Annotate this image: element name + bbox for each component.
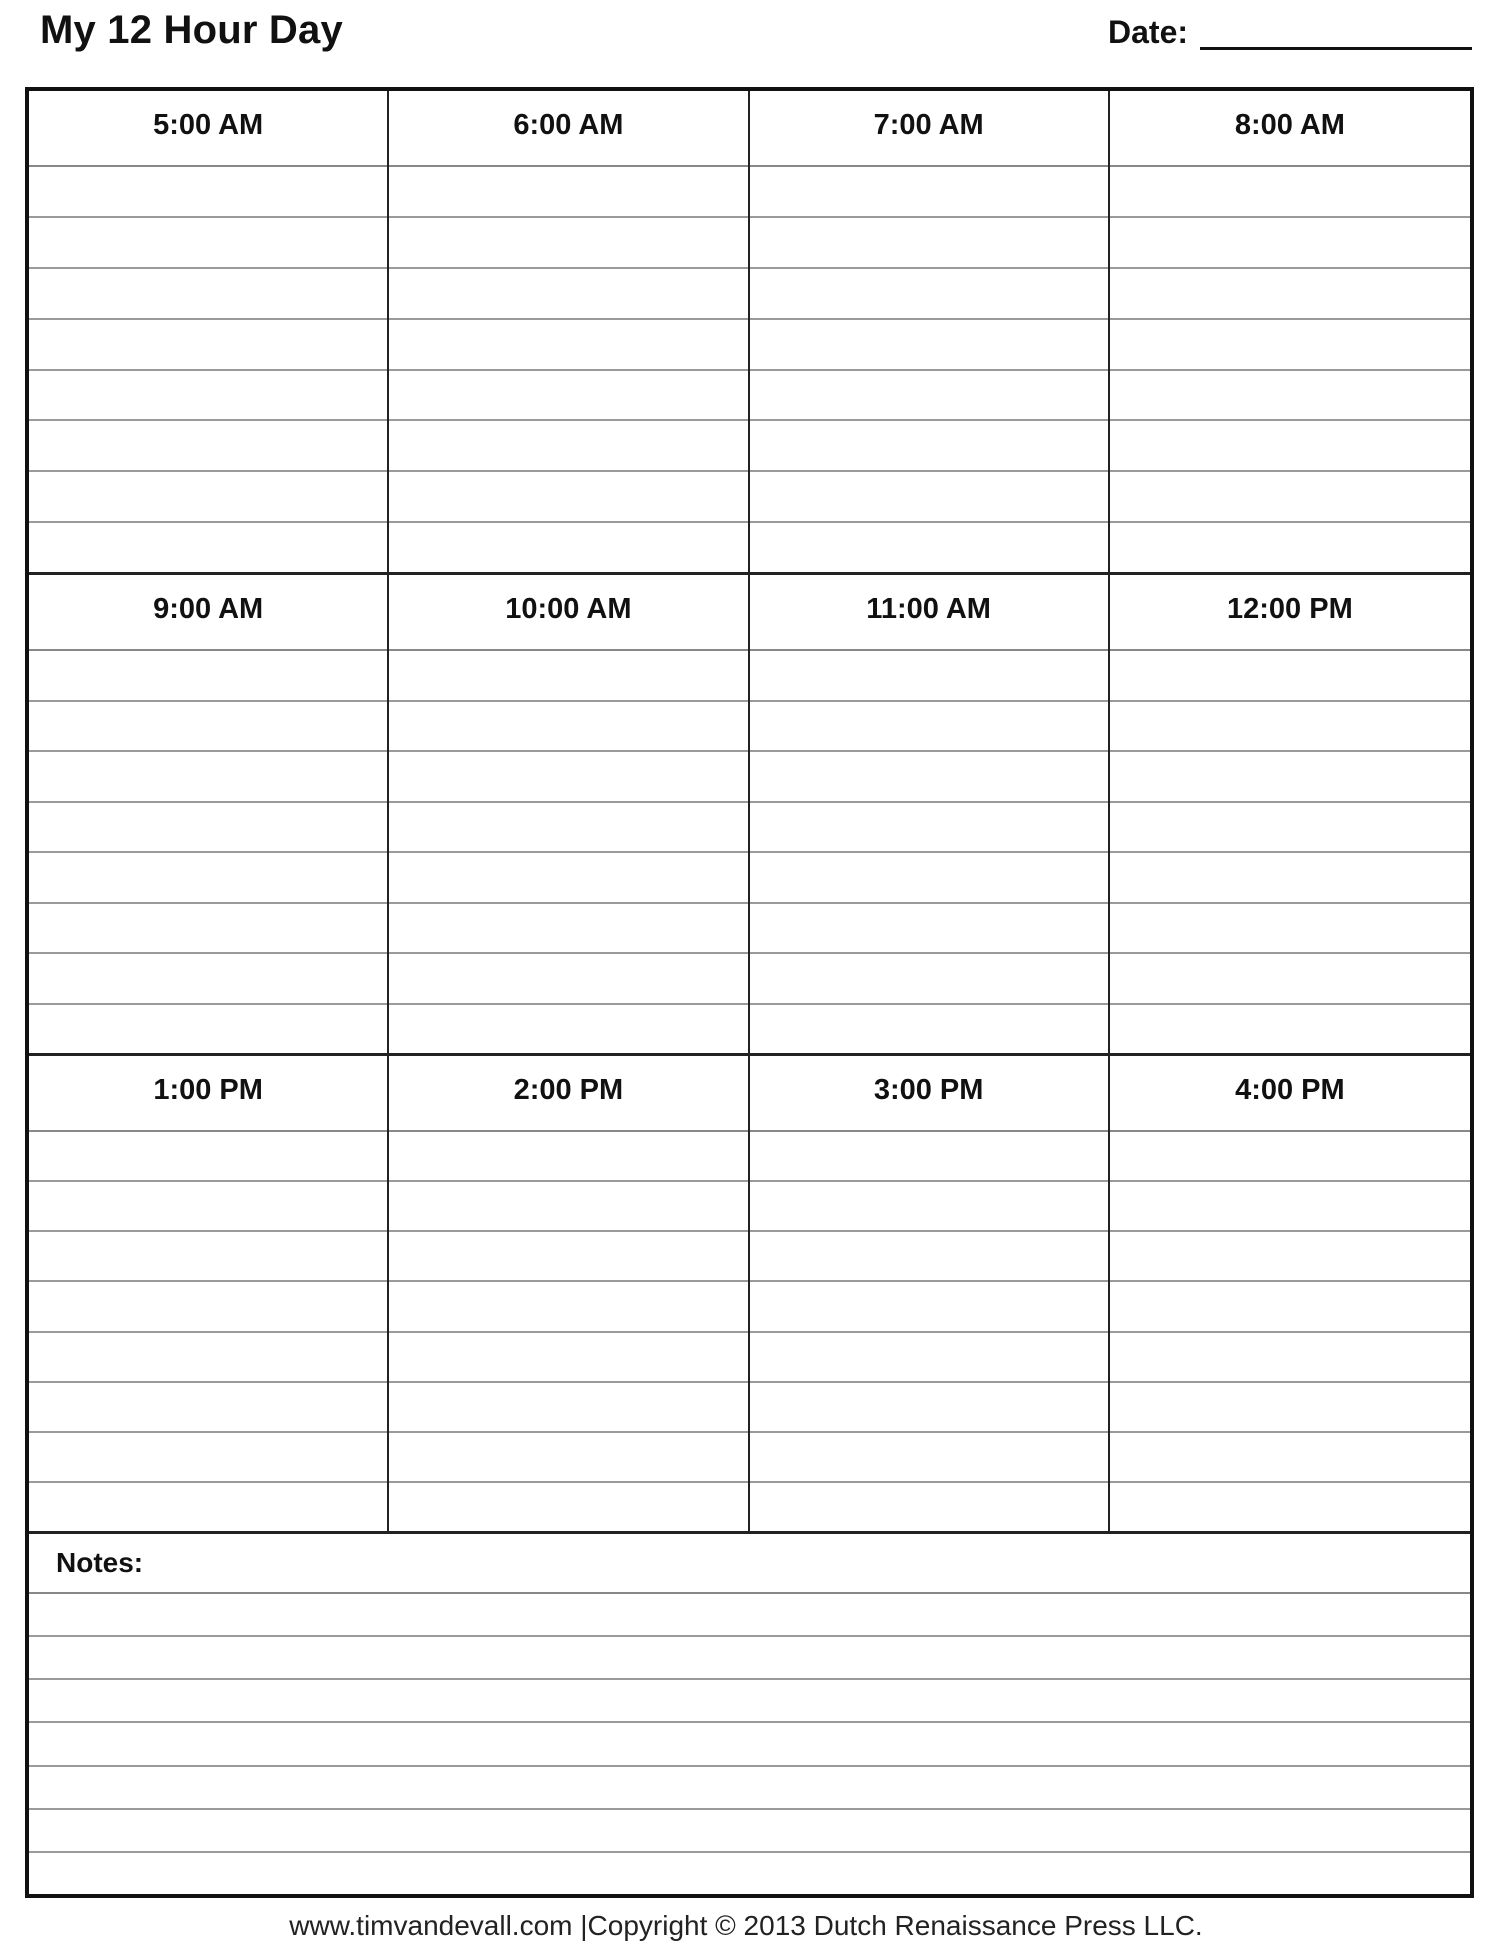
entry-line[interactable] bbox=[29, 702, 387, 753]
entry-line[interactable] bbox=[1110, 167, 1470, 218]
entry-line[interactable] bbox=[389, 803, 747, 854]
entry-line[interactable] bbox=[29, 853, 387, 904]
entry-line[interactable] bbox=[1110, 1132, 1470, 1182]
entry-line[interactable] bbox=[29, 421, 387, 472]
entry-line[interactable] bbox=[389, 523, 747, 572]
entry-line[interactable] bbox=[1110, 1282, 1470, 1332]
entry-line[interactable] bbox=[750, 1182, 1108, 1232]
hour-label: 12:00 PM bbox=[1110, 575, 1470, 651]
notes-line[interactable] bbox=[29, 1594, 1470, 1637]
entry-line[interactable] bbox=[750, 1282, 1108, 1332]
entry-line[interactable] bbox=[1110, 1483, 1470, 1531]
notes-line[interactable] bbox=[29, 1680, 1470, 1723]
entry-line[interactable] bbox=[1110, 752, 1470, 803]
planner-frame bbox=[25, 87, 1474, 1898]
entry-line[interactable] bbox=[1110, 803, 1470, 854]
entry-line[interactable] bbox=[29, 269, 387, 320]
entry-line[interactable] bbox=[1110, 702, 1470, 753]
entry-line[interactable] bbox=[389, 371, 747, 422]
entry-line[interactable] bbox=[29, 1383, 387, 1433]
entry-line[interactable] bbox=[29, 371, 387, 422]
notes-line[interactable] bbox=[29, 1723, 1470, 1766]
entry-line[interactable] bbox=[389, 752, 747, 803]
date-label: Date: bbox=[1108, 14, 1189, 50]
hour-block bbox=[389, 575, 749, 1056]
entry-line[interactable] bbox=[1110, 1182, 1470, 1232]
entry-line[interactable] bbox=[29, 218, 387, 269]
entry-line[interactable] bbox=[750, 954, 1108, 1005]
entry-line[interactable] bbox=[29, 803, 387, 854]
entry-line[interactable] bbox=[29, 904, 387, 955]
entry-line[interactable] bbox=[1110, 1005, 1470, 1054]
entry-line[interactable] bbox=[389, 954, 747, 1005]
entry-line[interactable] bbox=[750, 1333, 1108, 1383]
entry-line[interactable] bbox=[750, 752, 1108, 803]
entry-line[interactable] bbox=[389, 472, 747, 523]
hour-label: 1:00 PM bbox=[29, 1056, 387, 1132]
entry-line[interactable] bbox=[389, 1182, 747, 1232]
entry-line[interactable] bbox=[29, 1333, 387, 1383]
entry-line[interactable] bbox=[29, 1132, 387, 1182]
entry-line[interactable] bbox=[389, 320, 747, 371]
entry-line[interactable] bbox=[389, 218, 747, 269]
entry-line[interactable] bbox=[389, 1132, 747, 1182]
hour-grid bbox=[29, 91, 1470, 1534]
date-input[interactable] bbox=[1200, 10, 1472, 50]
entry-line[interactable] bbox=[750, 421, 1108, 472]
hour-label: 10:00 AM bbox=[389, 575, 747, 651]
entry-line[interactable] bbox=[1110, 421, 1470, 472]
copyright-footer: www.timvandevall.com |Copyright © 2013 Dutch Renaissance Press LLC. bbox=[289, 1910, 1203, 1941]
entry-line[interactable] bbox=[750, 1483, 1108, 1531]
entry-line[interactable] bbox=[750, 218, 1108, 269]
entry-line[interactable] bbox=[389, 702, 747, 753]
notes-line[interactable] bbox=[29, 1767, 1470, 1810]
entry-line[interactable] bbox=[389, 1282, 747, 1332]
entry-line[interactable] bbox=[1110, 371, 1470, 422]
entry-line[interactable] bbox=[389, 1333, 747, 1383]
entry-line[interactable] bbox=[389, 651, 747, 702]
hour-block bbox=[29, 91, 389, 575]
entry-line[interactable] bbox=[389, 1232, 747, 1282]
entry-line[interactable] bbox=[1110, 904, 1470, 955]
hour-label: 7:00 AM bbox=[750, 91, 1108, 167]
entry-line[interactable] bbox=[750, 371, 1108, 422]
entry-line[interactable] bbox=[750, 472, 1108, 523]
hour-block bbox=[750, 91, 1110, 575]
notes-line[interactable] bbox=[29, 1853, 1470, 1894]
hour-label: 4:00 PM bbox=[1110, 1056, 1470, 1132]
entry-line[interactable] bbox=[389, 1433, 747, 1483]
entry-line[interactable] bbox=[389, 1005, 747, 1054]
entry-line[interactable] bbox=[389, 904, 747, 955]
page-title: My 12 Hour Day bbox=[40, 8, 343, 52]
entry-line[interactable] bbox=[1110, 853, 1470, 904]
entry-line[interactable] bbox=[389, 269, 747, 320]
entry-line[interactable] bbox=[29, 167, 387, 218]
entry-line[interactable] bbox=[750, 702, 1108, 753]
entry-line[interactable] bbox=[389, 853, 747, 904]
entry-line[interactable] bbox=[29, 523, 387, 572]
hour-block bbox=[750, 575, 1110, 1056]
entry-line[interactable] bbox=[1110, 523, 1470, 572]
entry-line[interactable] bbox=[29, 1005, 387, 1054]
hour-block bbox=[750, 1056, 1110, 1534]
hour-block bbox=[1110, 1056, 1470, 1534]
entry-line[interactable] bbox=[1110, 1333, 1470, 1383]
hour-label: 5:00 AM bbox=[29, 91, 387, 167]
entry-line[interactable] bbox=[29, 1433, 387, 1483]
entry-line[interactable] bbox=[750, 1433, 1108, 1483]
entry-line[interactable] bbox=[750, 803, 1108, 854]
entry-line[interactable] bbox=[389, 1483, 747, 1531]
entry-line[interactable] bbox=[29, 320, 387, 371]
entry-line[interactable] bbox=[750, 651, 1108, 702]
entry-line[interactable] bbox=[389, 167, 747, 218]
notes-line[interactable] bbox=[29, 1637, 1470, 1680]
entry-line[interactable] bbox=[1110, 651, 1470, 702]
entry-line[interactable] bbox=[750, 320, 1108, 371]
entry-line[interactable] bbox=[750, 1005, 1108, 1054]
notes-section bbox=[29, 1534, 1470, 1894]
notes-line[interactable] bbox=[29, 1810, 1470, 1853]
hour-label: 9:00 AM bbox=[29, 575, 387, 651]
entry-line[interactable] bbox=[750, 167, 1108, 218]
entry-line[interactable] bbox=[29, 651, 387, 702]
hour-block bbox=[29, 1056, 389, 1534]
hour-block bbox=[389, 91, 749, 575]
hour-block bbox=[389, 1056, 749, 1534]
hour-label: 11:00 AM bbox=[750, 575, 1108, 651]
entry-line[interactable] bbox=[750, 853, 1108, 904]
hour-label: 3:00 PM bbox=[750, 1056, 1108, 1132]
entry-line[interactable] bbox=[1110, 1433, 1470, 1483]
entry-line[interactable] bbox=[389, 421, 747, 472]
hour-label: 6:00 AM bbox=[389, 91, 747, 167]
hour-block bbox=[1110, 575, 1470, 1056]
hour-block bbox=[1110, 91, 1470, 575]
entry-line[interactable] bbox=[750, 1383, 1108, 1433]
entry-line[interactable] bbox=[750, 1232, 1108, 1282]
entry-line[interactable] bbox=[29, 1483, 387, 1531]
hour-label: 8:00 AM bbox=[1110, 91, 1470, 167]
entry-line[interactable] bbox=[1110, 954, 1470, 1005]
entry-line[interactable] bbox=[1110, 472, 1470, 523]
entry-line[interactable] bbox=[29, 472, 387, 523]
notes-label: Notes: bbox=[29, 1534, 1470, 1594]
entry-line[interactable] bbox=[29, 1232, 387, 1282]
hour-block bbox=[29, 575, 389, 1056]
entry-line[interactable] bbox=[750, 904, 1108, 955]
entry-line[interactable] bbox=[389, 1383, 747, 1433]
hour-label: 2:00 PM bbox=[389, 1056, 747, 1132]
entry-line[interactable] bbox=[1110, 320, 1470, 371]
entry-line[interactable] bbox=[29, 1182, 387, 1232]
entry-line[interactable] bbox=[1110, 1383, 1470, 1433]
entry-line[interactable] bbox=[1110, 269, 1470, 320]
entry-line[interactable] bbox=[29, 1282, 387, 1332]
entry-line[interactable] bbox=[29, 752, 387, 803]
entry-line[interactable] bbox=[750, 269, 1108, 320]
entry-line[interactable] bbox=[750, 523, 1108, 572]
entry-line[interactable] bbox=[29, 954, 387, 1005]
entry-line[interactable] bbox=[1110, 218, 1470, 269]
entry-line[interactable] bbox=[750, 1132, 1108, 1182]
entry-line[interactable] bbox=[1110, 1232, 1470, 1282]
date-field-group bbox=[1108, 10, 1472, 58]
